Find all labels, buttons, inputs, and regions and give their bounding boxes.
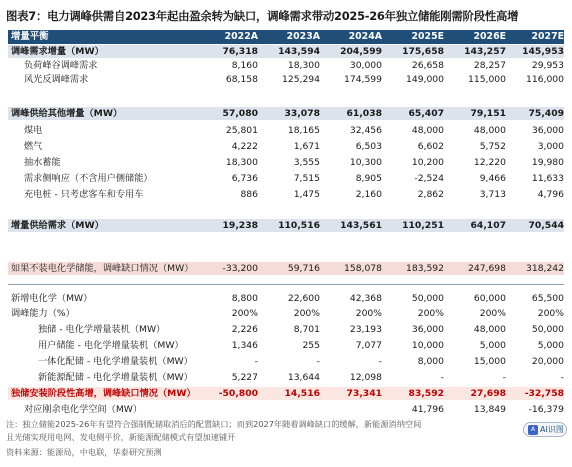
cell-value: 79,151 — [470, 108, 506, 119]
cell-value: 13,849 — [473, 404, 506, 415]
cell-value: 41,796 — [411, 404, 444, 415]
cell-value: 3,000 — [537, 141, 564, 152]
row-label: 独储 - 电化学增量装机（MW） — [38, 324, 166, 335]
cell-value: 2,160 — [355, 189, 382, 200]
cell-value: 1,475 — [293, 189, 320, 200]
cell-value: 64,107 — [470, 220, 506, 231]
cell-value: 30,000 — [349, 60, 382, 71]
table-row — [8, 387, 564, 400]
header-label: 增量平衡 — [11, 31, 49, 42]
cell-value: 318,242 — [526, 263, 564, 274]
cell-value: 6,602 — [417, 141, 444, 152]
cell-value: 65,407 — [408, 108, 444, 119]
table-row — [8, 73, 564, 86]
cell-value: 6,503 — [355, 141, 382, 152]
row-label: 用户储能 - 电化学增量装机（MW） — [38, 340, 184, 351]
row-label: 对应刚余电化学空间（MW） — [24, 404, 143, 415]
cell-value: 8,000 — [417, 356, 444, 367]
cell-value: 48,000 — [473, 324, 506, 335]
cell-value: 5,000 — [479, 340, 506, 351]
cell-value — [322, 403, 382, 416]
cell-value: 110,251 — [402, 220, 444, 231]
cell-value: 200% — [479, 308, 506, 319]
cell-value: 10,300 — [349, 157, 382, 168]
cell-value: 83,592 — [408, 388, 444, 399]
cell-value: 1,346 — [231, 340, 258, 351]
cell-value: -2,524 — [414, 173, 444, 184]
table-row — [8, 45, 564, 58]
cell-value: 8,160 — [231, 60, 258, 71]
cell-value — [260, 403, 320, 416]
cell-value: 59,716 — [287, 263, 320, 274]
table-row — [8, 188, 564, 201]
cell-value: 48,000 — [411, 125, 444, 136]
cell-value: 143,257 — [464, 46, 506, 57]
row-label: 如果不装电化学储能，调峰缺口情况（MW） — [11, 263, 194, 274]
table-row — [8, 59, 564, 72]
row-label: 增量供给需求（MW） — [11, 220, 104, 231]
cell-value: - — [254, 356, 258, 367]
row-label: 煤电 — [24, 125, 43, 136]
cell-value: - — [316, 356, 320, 367]
cell-value: 2,862 — [417, 189, 444, 200]
table-row — [8, 172, 564, 185]
table-row — [8, 323, 564, 336]
cell-value: 36,000 — [531, 125, 564, 136]
cell-value: - — [440, 372, 444, 383]
cell-value: 13,644 — [287, 372, 320, 383]
cell-value: 5,227 — [231, 372, 258, 383]
cell-value: 200% — [293, 308, 320, 319]
cell-value: 175,658 — [402, 46, 444, 57]
cell-value: 143,561 — [340, 220, 382, 231]
cell-value: 116,000 — [526, 74, 564, 85]
table-row — [8, 403, 564, 416]
cell-value: 29,953 — [531, 60, 564, 71]
table-divider — [8, 284, 564, 285]
table-row — [8, 156, 564, 169]
row-label: 独储安装阶段性高增，调峰缺口情况（MW） — [11, 388, 196, 399]
cell-value: 76,318 — [222, 46, 258, 57]
table-row — [8, 140, 564, 153]
cell-value: - — [378, 356, 382, 367]
row-label: 风光反调峰需求 — [24, 74, 89, 85]
cell-value: 255 — [302, 340, 320, 351]
cell-value: 183,592 — [406, 263, 444, 274]
cell-value: 23,193 — [349, 324, 382, 335]
cell-value: 200% — [537, 308, 564, 319]
cell-value: 204,599 — [340, 46, 382, 57]
cell-value: 20,000 — [531, 356, 564, 367]
table-row — [8, 355, 564, 368]
row-label: 需求侧响应（不含用户侧储能） — [24, 173, 153, 184]
cell-value: 1,671 — [293, 141, 320, 152]
cell-value: 3,555 — [293, 157, 320, 168]
cell-value: 57,080 — [222, 108, 258, 119]
cell-value: 200% — [231, 308, 258, 319]
cell-value: - — [560, 372, 564, 383]
cell-value: -16,379 — [528, 404, 564, 415]
cell-value: 14,516 — [284, 388, 320, 399]
cell-value: 61,038 — [346, 108, 382, 119]
row-label: 新增电化学（MW） — [11, 293, 93, 304]
row-label: 抽水蓄能 — [24, 157, 61, 168]
cell-value: 27,698 — [470, 388, 506, 399]
cell-value: 48,000 — [473, 125, 506, 136]
cell-value: 11,633 — [531, 173, 564, 184]
cell-value: 42,368 — [349, 293, 382, 304]
table-row — [8, 292, 564, 305]
cell-value: 19,980 — [531, 157, 564, 168]
table-row — [8, 124, 564, 137]
cell-value: 145,953 — [522, 46, 564, 57]
cell-value: 200% — [417, 308, 444, 319]
cell-value: 18,300 — [287, 60, 320, 71]
footnote: 且光储实现用电网、发电侧平价，新能源配储模式有望加速铺开 — [6, 432, 236, 442]
row-label: 燃气 — [24, 141, 43, 152]
cell-value: 174,599 — [344, 74, 382, 85]
cell-value: 8,701 — [293, 324, 320, 335]
cell-value — [198, 403, 258, 416]
source-note: 资料来源：能源局，中电联，华泰研究预测 — [6, 447, 162, 457]
cell-value: 18,300 — [225, 157, 258, 168]
cell-value: 65,500 — [531, 293, 564, 304]
header-year: 2023A — [286, 31, 320, 42]
cell-value: 115,000 — [468, 74, 506, 85]
cell-value: 12,220 — [473, 157, 506, 168]
ai-icon: A — [528, 425, 538, 435]
cell-value: 28,257 — [473, 60, 506, 71]
cell-value: 4,222 — [231, 141, 258, 152]
table-row — [8, 307, 564, 320]
cell-value: 143,594 — [278, 46, 320, 57]
cell-value: 200% — [355, 308, 382, 319]
row-label: 负荷峰谷调峰需求 — [24, 60, 98, 71]
row-label: 调峰能力（%） — [11, 308, 75, 319]
cell-value: 75,409 — [528, 108, 564, 119]
table-row — [8, 262, 564, 275]
cell-value: 70,544 — [528, 220, 564, 231]
table-row — [8, 219, 564, 232]
cell-value: 5,000 — [537, 340, 564, 351]
cell-value: 3,713 — [479, 189, 506, 200]
cell-value: 247,698 — [468, 263, 506, 274]
cell-value: 68,158 — [225, 74, 258, 85]
ai-badge-label: AI识图 — [540, 425, 564, 434]
cell-value: 25,801 — [225, 125, 258, 136]
cell-value: 26,658 — [411, 60, 444, 71]
cell-value: 8,800 — [231, 293, 258, 304]
cell-value: 36,000 — [411, 324, 444, 335]
cell-value: 73,341 — [346, 388, 382, 399]
row-label: 一体化配储 - 电化学增量装机（MW） — [38, 356, 193, 367]
cell-value: 4,796 — [537, 189, 564, 200]
cell-value: 6,736 — [231, 173, 258, 184]
cell-value: 22,600 — [287, 293, 320, 304]
cell-value: -32,758 — [524, 388, 564, 399]
cell-value: -33,200 — [222, 263, 258, 274]
header-year: 2024A — [348, 31, 382, 42]
cell-value: 19,238 — [222, 220, 258, 231]
table-row — [8, 371, 564, 384]
cell-value: 886 — [240, 189, 258, 200]
cell-value: 149,000 — [406, 74, 444, 85]
figure-title: 图表7：电力调峰供需自2023年起由盈余转为缺口，调峰需求带动2025-26年独立储能刚需阶段性高增 — [6, 9, 519, 23]
cell-value: 12,098 — [349, 372, 382, 383]
cell-value: 110,516 — [278, 220, 320, 231]
cell-value: 32,456 — [349, 125, 382, 136]
row-label: 调峰需求增量（MW） — [11, 46, 104, 57]
cell-value: 15,000 — [473, 356, 506, 367]
table-row — [8, 107, 564, 120]
cell-value: 5,752 — [479, 141, 506, 152]
cell-value: 125,294 — [282, 74, 320, 85]
cell-value: 9,466 — [479, 173, 506, 184]
ai-recognize-button[interactable] — [523, 422, 567, 437]
cell-value: 2,226 — [231, 324, 258, 335]
header-year: 2022A — [224, 31, 258, 42]
cell-value: 50,000 — [531, 324, 564, 335]
header-year: 2027E — [531, 31, 564, 42]
cell-value: 8,905 — [355, 173, 382, 184]
cell-value: 158,078 — [344, 263, 382, 274]
row-label: 调峰供给其他增量（MW） — [11, 108, 123, 119]
cell-value: 33,078 — [284, 108, 320, 119]
row-label: 新能源配储 - 电化学增量装机（MW） — [38, 372, 193, 383]
cell-value: 18,165 — [287, 125, 320, 136]
cell-value: 10,200 — [411, 157, 444, 168]
table-header — [8, 30, 564, 44]
footnote: 注：独立储能2025-26年有望符合强制配储取消后的配置缺口；而到2027年随着调峰缺口的缓解，新能源消纳空间 — [6, 419, 422, 429]
cell-value: 50,000 — [411, 293, 444, 304]
header-year: 2025E — [411, 31, 444, 42]
cell-value: 7,077 — [355, 340, 382, 351]
cell-value: - — [502, 372, 506, 383]
cell-value: -50,800 — [218, 388, 258, 399]
cell-value: 60,000 — [473, 293, 506, 304]
table-row — [8, 339, 564, 352]
cell-value: 10,000 — [411, 340, 444, 351]
row-label: 充电桩 - 只考虑客车和专用车 — [24, 189, 144, 200]
header-year: 2026E — [473, 31, 506, 42]
cell-value: 7,515 — [293, 173, 320, 184]
